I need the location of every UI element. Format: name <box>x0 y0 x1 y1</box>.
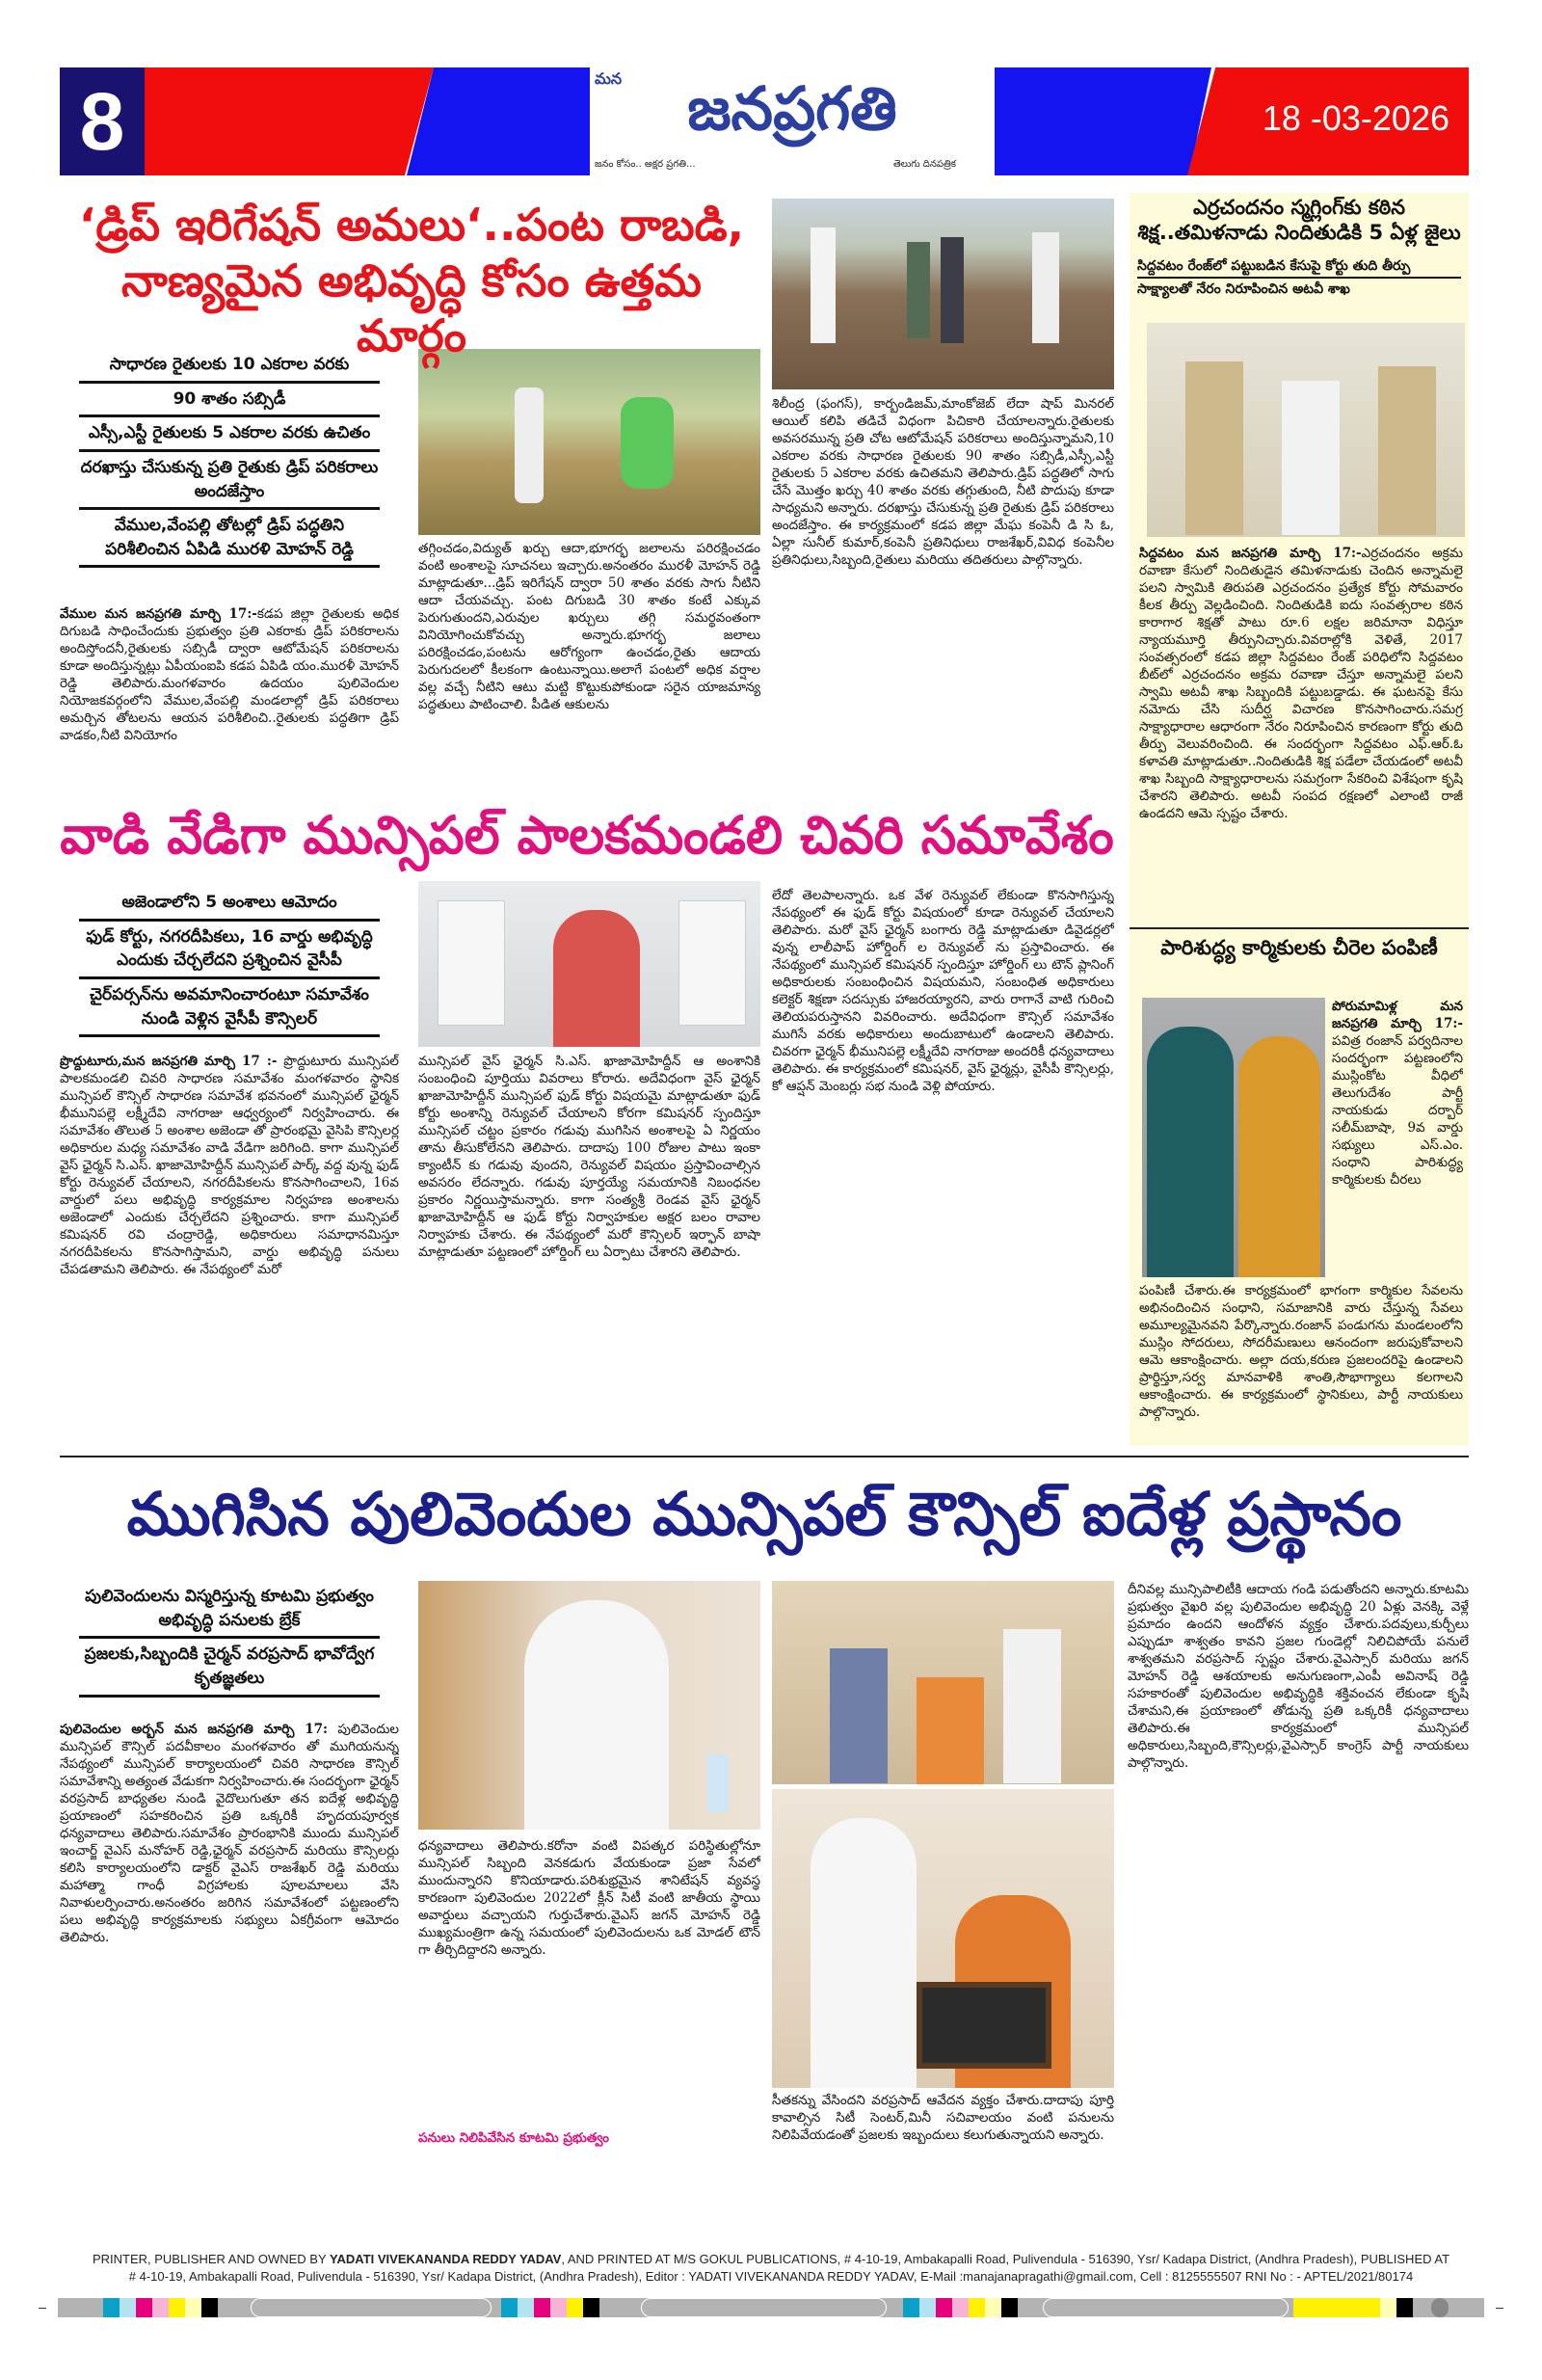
person-figure <box>1003 1629 1061 1783</box>
article3-highlight-subhead: పనులు నిలిపివేసిన కూటమి ప్రభుత్వం <box>418 2130 609 2146</box>
drip-filter-tank <box>621 397 674 489</box>
article1-body-col3: శిలీంద్ర (ఫంగస్), కార్బండిజమ్,మాంకోజెబ్ లేదా షాప్ మినరల్ ఆయిల్ కలిపి తడిచే విధంగా పిచికారి చేయాలన్నారు.రైతులకు అవసరమున్న ప్రతి చోట ఆటోమేషన్ పరికరాలు అందిస్తున్నామని,10 ఎకరాల వరకు సాధారణ రైతులకు 90 శాతం సబ్సిడీ,ఎస్సీ,ఎస్టీ రైతులకు 5 ఎకరాల వరకు ఉచితమని తెలిపారు.డ్రిప్ పద్ధతిలో సాగు చేసే మొత్తం ఖర్చు 40 శాతం వరకు తగ్గుతుంది, నీటి పొదుపు కూడా సాధ్యమని అన్నారు. దరఖాస్తు చేసుకున్న ప్రతి రైతుకు డ్రిప్ పరికరాలు అందజేస్తాం. ఈ కార్యక్రమంలో కడప జిల్లా మేఘ కంపెనీ డి సి ఓ, ఏల్లా సునీల్ కుమార్,కంపెనీ ప్రతినిధులు రాజశేఖర్,వివిధ కంపెనీల ప్రతినిధులు,సిబ్బంది,రైతులు మరియు తదితరులు పాల్గొన్నారు. <box>772 396 1114 568</box>
person-figure <box>811 1818 917 2088</box>
article1-dateline: వేముల మన జనప్రగతి మార్చి 17:- <box>60 606 257 622</box>
person-figure <box>1238 1036 1320 1277</box>
imprint-text: PRINTER, PUBLISHER AND OWNED BY <box>92 2252 331 2266</box>
article3-body-col3: దీనివల్ల మున్సిపాలిటీకి ఆదాయ గండి పడుతోందని అన్నారు.కూటమి ప్రభుత్వం వైఖరి వల్ల పులివెందుల అభివృద్ధి 20 ఏళ్లు వెనక్కి వెళ్లే ప్రమాదం ఉందని ఆందోళన వ్యక్తం చేశారు.పదవులు,కుర్చీలు ఎప్పుడూ శాశ్వతం కావని ప్రజల గుండెల్లో నిలిచిపోయే పనులే శాశ్వతమని వరప్రసాద్ స్పష్టం చేశారు.వైఎస్సార్ మరియు జగన్ మోహన్ రెడ్డి ఆశయాలకు అనుగుణంగా,ఎంపీ అవినాష్ రెడ్డి సహకారంతో పులివెందుల అభివృద్ధికి శక్తివంచన లేకుండా కృషి చేశామని,ఈ ప్రయాణంలో తోడున్న ప్రతి ఒక్కరికీ ధన్యవాదాలు తెలిపారు.ఈ కార్యక్రమంలో మున్సిపల్ అధికారులు,సిబ్బంది,కౌన్సిలర్లు,వైఎస్సార్ కాంగ్రెస్ పార్టీ నాయకులు పాల్గొన్నారు. <box>1128 1582 1469 1771</box>
logo-subtitle: తెలుగు దినపత్రిక <box>892 159 956 170</box>
sidebar1-subhead: సిద్దవటం రేంజ్‌లో పట్టుబడిన కేసుపై కోర్టు తుది తీర్పు <box>1137 255 1461 279</box>
sidebar2-dateline: పోరుమామిళ్ల మన జనప్రగతి మార్చి 17:- <box>1332 999 1463 1031</box>
swatch-magenta <box>136 2298 152 2317</box>
article1-body-col1 <box>60 605 399 779</box>
swatch-yellow-block <box>1293 2298 1380 2317</box>
sidebar1-body <box>1139 545 1463 925</box>
imprint-line2: # 4-10-19, Ambakapalli Road, Pulivendula - 516390, Ysr/ Kadapa District, (Andhra Pradesh), Editor : YADATI VIVEKANANDA REDDY YADAV, E-Mail :manajanapragathi@gmail.com, Cell : 8125555507 RNI No : - APTEL/2021/80174 <box>128 2269 1414 2284</box>
swatch-light-magenta <box>952 2298 969 2317</box>
article1-headline: ‘డ్రిప్ ఇరిగేషన్ అమలు‘..పంట రాబడి, నాణ్యమైన అభివృద్ధి కోసం ఉత్తమ మార్గం <box>78 199 745 361</box>
article3-photo-memento-presentation <box>772 1789 1114 2088</box>
person-figure <box>830 1648 888 1783</box>
article3-photo-chairman-speaking <box>418 1581 760 1830</box>
sidebar2-text: పవిత్ర రంజాన్ పర్వదినాల సందర్భంగా పట్టణంలోని ముస్లింకోట వీధిలో తెలుగుదేశం పార్టీ నాయకుడు దర్బార్ సలీమ్‌బాషా, 9వ వార్డు సభ్యులు ఎస్.ఎం. సంధాని పారిశుద్ధ్య కార్మికులకు చీరలు <box>1332 1033 1463 1188</box>
article2-subhead: అజెండాలోని 5 అంశాలు ఆమోదం <box>79 887 380 922</box>
article1-body-col2: తగ్గించడం,విద్యుత్ ఖర్చు ఆదా,భూగర్భ జలాలను పరిరక్షించడం వంటి అంశాలపై సూచనలు ఇచ్చారు.అనంతరం మురళీ మోహన్ రెడ్డి మాట్లాడుతూ...డ్రిప్ ఇరిగేషన్ ద్వారా 50 శాతం వరకు సాగు నీటిని ఆదా చేయవచ్చు. పంట దిగుబడి 30 శాతం కంటే ఎక్కువ పెరుగుతుందని,ఎరువుల ఖర్చులు తగ్గి సమర్థవంతంగా వినియోగించుకోవచ్చు అన్నారు.భూగర్భ జలాలు పరిరక్షించడం,పంటను ఆరోగ్యంగా ఉంచడం,రైతు ఆదాయ పెరుగుదలలో కీలకంగా ఉంటున్నాయి.అలాగే పంటలో అధిక వర్షాల వల్ల వచ్చే నీటిని ఆటు మట్టి కొట్టుకుపోకుండా సరైన యాజమాన్య పద్ధతులు పాటించాలి. పీడిత ఆకులను <box>418 541 760 712</box>
article2-subheads <box>60 887 399 1037</box>
swatch-light-cyan <box>919 2298 936 2317</box>
sidebar1-photo-forest-officials <box>1147 323 1465 537</box>
masthead-red-band-left <box>145 67 434 175</box>
swatch-light-magenta <box>152 2298 169 2317</box>
sidebar1-subhead: సాక్ష్యాలతో నేరం నిరూపించిన అటవీ శాఖ <box>1137 281 1350 297</box>
article1-subhead: ఎస్సీ,ఎస్టీ రైతులకు 5 ఎకరాల వరకు ఉచితం <box>79 417 380 452</box>
swatch-light-magenta <box>550 2298 567 2317</box>
person-figure <box>553 910 640 1047</box>
issue-date: 18 -03-2026 <box>1262 98 1449 138</box>
water-bottle <box>707 1754 729 1812</box>
chair <box>438 900 505 1026</box>
article3-photo-felicitation-group <box>772 1581 1114 1784</box>
swatch-black <box>1396 2298 1413 2317</box>
person-figure <box>1378 366 1436 535</box>
sidebar1-subheads <box>1137 255 1461 300</box>
swatch-black <box>201 2298 218 2317</box>
swatch-gray-dot <box>1431 2298 1449 2317</box>
swatch-cyan <box>903 2298 919 2317</box>
article1-subhead: సాధారణ రైతులకు 10 ఎకరాల వరకు <box>79 349 380 384</box>
article1-subhead: వేముల,వేంపల్లి తోటల్లో డ్రిప్ పద్ధతిని పరిశీలించిన ఏపిడి మురళి మోహన్ రెడ్డి <box>79 510 380 568</box>
sidebar1-text: ఎర్రచందనం అక్రమ రవాణా కేసులో నిందితుడైన తమిళనాడుకు చెందిన అన్నామలై పలని స్వామికి తిరుపతి ఎర్రచందనం ప్రత్యేక కోర్టు సోమవారం కీలక తీర్పు వెల్లడించింది. నిందితుడికి ఐదు సంవత్సరాల కఠిన కారాగార శిక్షతో పాటు రూ.6 లక్షల జరిమానా విధిస్తూ న్యాయమూర్తి తీర్పునిచ్చారు.వివరాల్లోకి వెళితే, 2017 సంవత్సరంలో కడప జిల్లా సిద్దవటం రేంజ్ పరిధిలోని సిద్దవటం బీట్‌లో ఎర్రచందనం అక్రమ రవాణా చేస్తూ అన్నామలై పలని స్వామి అటవీ శాఖ సిబ్బందికి పట్టుబడ్డాడు. ఈ ఘటనపై కేసు నమోదు చేసి సుదీర్ఘ విచారణ కొనసాగించారు.సమగ్ర సాక్ష్యాధారాల ఆధారంగా నేరం నిరూపించిన కారణంగా కోర్టు తుది తీర్పు వెలువరించింది. ఈ సందర్భంగా సిద్దవటం ఎఫ్.ఆర్.ఓ కళావతి మాట్లాడుతూ..నిందితుడికి శిక్ష పడేలా చేయడంలో అటవీ శాఖ సిబ్బంది సాక్ష్యాధారాలను సమగ్రంగా సేకరించి విశేషంగా కృషి చేశారని తెలిపారు. అటవీ సంపద రక్షణలో ఎలాంటి రాజీ ఉండదని ఆమె స్పష్టం చేశారు. <box>1139 546 1463 821</box>
swatch-magenta <box>936 2298 952 2317</box>
sidebar1-headline: ఎర్రచందనం స్మగ్లింగ్‌కు కఠిన శిక్ష..తమిళనాడు నిందితుడికి 5 ఏళ్ల జైలు <box>1137 196 1461 245</box>
article3-dateline: పులివెందుల అర్బన్ మన జనప్రగతి మార్చి 17: <box>60 1722 328 1737</box>
swatch-light-cyan <box>120 2298 136 2317</box>
person-figure <box>524 1600 669 1830</box>
article3-headline: ముగిసిన పులివెందుల మున్సిపల్ కౌన్సిల్ ఐదేళ్ల ప్రస్థానం <box>126 1479 1402 1549</box>
article1-subheads <box>60 349 399 568</box>
article2-photo-chairperson-speaking <box>418 881 760 1047</box>
person-figure <box>515 388 544 503</box>
article3-subhead: పులివెందులను విస్మరిస్తున్న కూటమి ప్రభుత్వం అభివృద్ధి పనులకు బ్రేక్ <box>79 1581 380 1639</box>
logo-name: జనప్రగతి <box>687 73 897 144</box>
gray-pill <box>641 2298 887 2317</box>
print-color-bar <box>39 2296 1503 2319</box>
newspaper-logo <box>590 67 995 175</box>
article3-text: పులివెందుల మున్సిపల్ కౌన్సిల్ పదవీకాలం మంగళవారం తో ముగియనున్న నేపథ్యంలో మున్సిపల్ కార్యాలయంలో చివరి సాధారణ కౌన్సిల్ సమావేశాన్ని అత్యంత వేడుకగా నిర్వహించారు.ఈ సందర్భంగా ఛైర్మన్ వరప్రసాద్ బాధ్యతల నుండి వైదొలుగుతూ తన ఐదేళ్ల అభివృద్ధి ప్రయాణంలో సహకరించిన ప్రతి ఒక్కరికీ హృదయపూర్వక ధన్యవాదాలు తెలిపారు.సమావేశం ప్రారంభానికి ముందు మున్సిపల్ ఇంచార్జ్ వైఎస్ మనోహర్ రెడ్డి,ఛైర్మన్ వరప్రసాద్ మరియు కౌన్సిలర్లు కలిసి కార్యాలయంలోని డాక్టర్ వైఎస్ రాజశేఖర్ రెడ్డి మరియు మహాత్మా గాంధీ విగ్రహాలకు పూలమాలలు వేసి నివాళులర్పించారు.అనంతరం జరిగిన సమావేశంలో పట్టణంలోని పలు అభివృద్ధి కార్యక్రమాలకు సభ్యులు ఏకగ్రీవంగా ఆమోదం తెలిపారు. <box>60 1722 399 1945</box>
sidebar1-dateline: సిద్దవటం మన జనప్రగతి మార్చి 17:- <box>1139 546 1362 561</box>
article3-body-below-photo: సీతకన్ను వేసిందని వరప్రసాద్ ఆవేదన వ్యక్తం చేశారు.దాదాపు పూర్తి కావాల్సిన సిటీ సెంటర్,మినీ సచివాలయం వంటి పనులను నిలిపివేయడంతో ప్రజలకు ఇబ్బందులు కలుగుతున్నాయని అన్నారు. <box>772 2093 1114 2143</box>
article2-subhead: ఫుడ్ కోర్టు, నగరదీపికలు, 16 వార్డు అభివృద్ధి ఎందుకు చేర్చలేదని ప్రశ్నించిన వైసీపీ <box>79 922 380 979</box>
person-figure <box>1032 232 1059 343</box>
article3-body-col1 <box>60 1721 399 2150</box>
swatch-light-cyan <box>518 2298 534 2317</box>
swatch-magenta <box>534 2298 550 2317</box>
person-figure <box>1282 381 1340 535</box>
swatch-light-yellow <box>985 2298 1001 2317</box>
swatch-yellow <box>969 2298 985 2317</box>
article2-body-col2: మున్సిపల్ వైస్ ఛైర్మన్ సి.ఎస్. ఖాజామోహిద్దీన్ ఆ అంశానికి సంబంధించి పూర్తియు వివరాలు కోరారు. అదేవిధంగా వైస్ ఛైర్మన్ ఖాజామోహిద్దీన్ మున్సిపల్ ఫుడ్ కోర్టు విషయమై మాట్లాడుతూ ఫుడ్ కోర్టు అంశాన్ని రెన్యువల్ చేయాలని కోరగా కమిషనర్ స్పందిస్తూ మున్సిపల్ చట్టం ప్రకారం గడువు ముగిసిన అంశాలపై ఏ నిర్ణయం తాను తీసుకోలేనని తెలిపారు. దాదాపు 100 రోజుల పాటు ఇంకా క్యాంటీన్ కు గడువు వుందని, రెన్యువల్ విషయం ప్రస్తావించాల్సిన అవసరం లేదన్నారు. గడువు పూర్తయ్యే సమయానికి నిబంధనల ప్రకారం నిర్ణయిస్తామన్నారు. కాగా సంత్యశ్రీ రెండవ వైస్ ఛైర్మన్ ఖాజామోహిద్దీన్ ఆ ఫుడ్ కోర్టు నిర్వాహకుల అక్షర బలం రావాల నిర్వాహకు చేశారు. ఈ నేపథ్యంలో మరో కౌన్సిలర్ ఇర్ఫాన్ బాషా మాట్లాడుతూ పట్టణంలో హోర్డింగ్ లు ఏర్పాటు చేశారని తెలిపారు. <box>418 1054 760 1260</box>
article1-text: కడప జిల్లా రైతులకు అధిక దిగుబడి సాధించేందుకు ప్రభుత్వం ప్రతి ఎకరాకు డ్రిప్ పరికరాలను అందిస్తోందనీ,రైతులకు సబ్సిడీ ద్వారా ఆటోమేషన్ పరికరాలను కూడా అందిస్తున్నట్లు ఏపీయంఐపి కడప ఏపిడి యం.మురళీ మోహన్ రెడ్డి తెలిపారు.మంగళవారం ఉదయం పులివెందుల నియోజకవర్గంలోని వేముల,వేంపల్లి మండలాల్లో డ్రిప్ పరికరాలు అమర్చిన తోటలను ఆయన పరిశీలించి..రైతులకు పద్ధతిగా డ్రిప్ వాడకం,నీటి వినియోగం <box>60 606 399 743</box>
section-divider <box>60 1456 1469 1457</box>
page-number: 8 <box>60 67 145 175</box>
swatch-yellow <box>567 2298 583 2317</box>
gray-pill <box>1043 2298 1289 2317</box>
imprint-footer <box>58 2251 1484 2286</box>
article2-subhead: చైర్‌పర్సన్‌ను అవమానించారంటూ సమావేశం నుండి వెళ్లిన వైసీపీ కౌన్సిలర్ <box>79 979 380 1037</box>
article1-subhead: దరఖాస్తు చేసుకున్న ప్రతి రైతుకు డ్రిప్ పరికరాలు అందజేస్తాం <box>79 452 380 510</box>
article2-body-col3: లేదో తెలపాలన్నారు. ఒక వేళ రెన్యువల్ లేకుండా కొనసాగిస్తున్న నేపథ్యంలో ఈ ఫుడ్ కోర్టు విషయంలో కూడా రెన్యువల్ చేయాలని తెలిపారు. మరో వైస్ ఛైర్మన్ బంగారు రెడ్డి మాట్లాడుతూ డివైడర్లలో వున్న లాలీపాప్ హోర్డింగ్ ల రెన్యువల్ ను ప్రస్తావించారు. ఈ నేపథ్యంలో మున్సిపల్ కమిషనర్ స్పందిస్తూ హోర్డింగ్ లు టౌన్ ప్లానింగ్ అధికారులకు సంబంధించిన విషయమని, సంబంధిత అధికారులు కలెక్టర్ శిక్షణా సదస్సుకు హాజరయ్యారని, వారు రాగానే వాటి గురించి తెలియపరుస్తానని వివరించారు. అదేవిధంగా కౌన్సిల్ సమావేశం ముగిసే వరకు అధికారులు అందుబాటులో ఉండాలని తెలిపారు. చివరగా ఛైర్మన్ భీమునిపల్లె లక్ష్మీదేవి నాగరాజు అందరికీ ధన్యవాదాలు తెలిపారు. ఈ కార్యక్రమంలో కమిషనర్, వైస్ ఛైర్మన్లు, వైసీపీ కౌన్సిలర్లు, కో ఆప్షన్ మెంబర్లు సభ నుండి వెళ్లి పోయారు. <box>772 888 1114 1094</box>
logo-prefix: మన <box>595 69 623 88</box>
person-figure <box>907 242 930 338</box>
person-figure <box>1185 361 1243 535</box>
sidebar2-photo-saree-distribution <box>1142 998 1325 1277</box>
masthead <box>60 67 1469 175</box>
registration-mark <box>39 2308 46 2309</box>
article1-photo-drip-equipment <box>418 349 760 535</box>
article3-body-col2: ధన్యవాదాలు తెలిపారు.కరోనా వంటి విపత్కర పరిస్థితుల్లోనూ మున్సిపల్ సిబ్బంది వెనకడుగు వేయకుండా ప్రజా సేవలో ముందున్నారని కొనియాడారు.పరిశుభ్రమైన శానిటేషన్ వ్యవస్థ కారణంగా పులివెందుల 2022లో క్లీన్ సిటీ వంటి జాతీయ స్థాయి అవార్డులు వచ్చాయని గుర్తుచేశారు.వైఎస్ జగన్ మోహన్ రెడ్డి ముఖ్యమంత్రిగా ఉన్న సమయంలో పులివెందులను ఒక మోడల్ టౌన్ గా తీర్చిదిద్దారని అన్నారు. <box>418 1838 760 1958</box>
framed-photo-memento <box>917 1982 1051 2069</box>
swatch-black <box>583 2298 599 2317</box>
article2-dateline: ప్రొద్దుటూరు,మన జనప్రగతి మార్చి 17 :- <box>60 1054 278 1069</box>
swatch-black <box>1001 2298 1018 2317</box>
registration-mark <box>1496 2308 1503 2309</box>
swatch-cyan <box>103 2298 120 2317</box>
imprint-text: , AND PRINTED AT M/S GOKUL PUBLICATIONS, # 4-10-19, Ambakapalli Road, Pulivendula - 516390, Ysr/ Kadapa District, (Andhra Pradesh), PUBLISHED AT <box>561 2252 1450 2266</box>
imprint-line1 <box>58 2251 1484 2268</box>
article1-subhead: 90 శాతం సబ్సిడీ <box>79 384 380 418</box>
masthead-blue-band-left <box>407 67 599 175</box>
chair <box>678 900 746 1026</box>
article2-headline: వాడి వేడిగా మున్సిపల్ పాలకమండలి చివరి సమావేశం <box>60 805 1114 866</box>
article2-text: ప్రొద్దుటూరు మున్సిపల్ పాలకమండలి చివరి సాధారణ సమావేశం మంగళవారం స్థానిక మున్సిపల్ కౌన్సిల్ సాధారణ సమావేశ భవనంలో మున్సిపల్ ఛైర్మన్ భీమునిపల్లె లక్ష్మీదేవి నాగరాజు ఆధ్వర్యంలో నిర్వహించారు. ఈ సమావేశం తొలుత 5 అంశాల అజెండా తో ప్రారంభమై వైసిపి కౌన్సిలర్ల అధికారుల మధ్య సమావేశం వాడి వేడిగా జరిగింది. కాగా మున్సిపల్ వైస్ ఛైర్మన్ సి.ఎస్. ఖాజామోహిద్దీన్ మున్సిపల్ పార్క్ వద్ద వున్న ఫుడ్ కోర్టు రెన్యువల్ చేయాలని, నగరదీపికలను కొనసాగించాలని, 16వ వార్డులో పలు అభివృద్ధి కార్యక్రమాల నిర్వహణ అంశాలను అజెండాలో ఎందుకు చేర్చలేదని ప్రశ్నించారు. కాగా మున్సిపల్ కమిషనర్ రవి చంద్రారెడ్డి, అధికారులు సమాధానమిస్తూ నగరదీపికలను కొనసాగిస్తామని, వార్డు అభివృద్ధి పనులు చేపడతామని తెలిపారు. ఈ నేపథ్యంలో మరో <box>60 1054 399 1277</box>
gray-pill <box>251 2298 492 2317</box>
divider <box>1130 927 1469 929</box>
sidebar2-headline: పారిశుద్ధ్య కార్మికులకు చీరెల పంపిణీ <box>1160 936 1438 959</box>
person-figure <box>917 1677 984 1784</box>
person-figure <box>941 237 964 343</box>
logo-tagline: జనం కోసం.. అక్షర ప్రగతి... <box>595 159 696 170</box>
article3-subheads <box>60 1581 399 1698</box>
swatch-cyan <box>501 2298 518 2317</box>
person-figure <box>811 227 836 343</box>
sidebar2-body-bottom: పంపిణీ చేశారు.ఈ కార్యక్రమంలో భాగంగా కార్మికుల సేవలను అభినందించిన సంధాని, సమాజానికి వారు చేస్తున్న సేవలు అమూల్యమైనవని పేర్కొన్నారు.రంజాన్ పండుగను మండలంలోని ముస్లిం సోదరులు, సోదరీమణులు ఆనందంగా జరుపుకోవాలని ఆమె ఆకాంక్షించారు. అల్లా దయ,కరుణ ప్రజలందరిపై ఉండాలని ప్రార్థిస్తూ,సర్వ మానవాళికి శాంతి,సౌభాగ్యాలు కలగాలని ఆకాంక్షించారు. ఈ కార్యక్రమంలో స్థానికులు, పార్టీ నాయకులు పాల్గొన్నారు. <box>1139 1283 1463 1420</box>
sidebar2-body-side <box>1332 998 1463 1277</box>
person-figure <box>1147 1027 1234 1277</box>
swatch-light-yellow <box>1380 2298 1396 2317</box>
swatch-light-yellow <box>185 2298 201 2317</box>
swatch-yellow <box>169 2298 185 2317</box>
article3-subhead: ప్రజలకు,సిబ్బందికి చైర్మన్ వరప్రసాద్ భావోద్వేగ కృతజ్ఞతలు <box>79 1639 380 1697</box>
article2-body-col1 <box>60 1053 399 1446</box>
article1-photo-field-inspection <box>772 199 1114 389</box>
masthead-blue-band-right <box>990 67 1211 175</box>
publisher-name: YADATI VIVEKANANDA REDDY YADAV <box>330 2252 562 2266</box>
